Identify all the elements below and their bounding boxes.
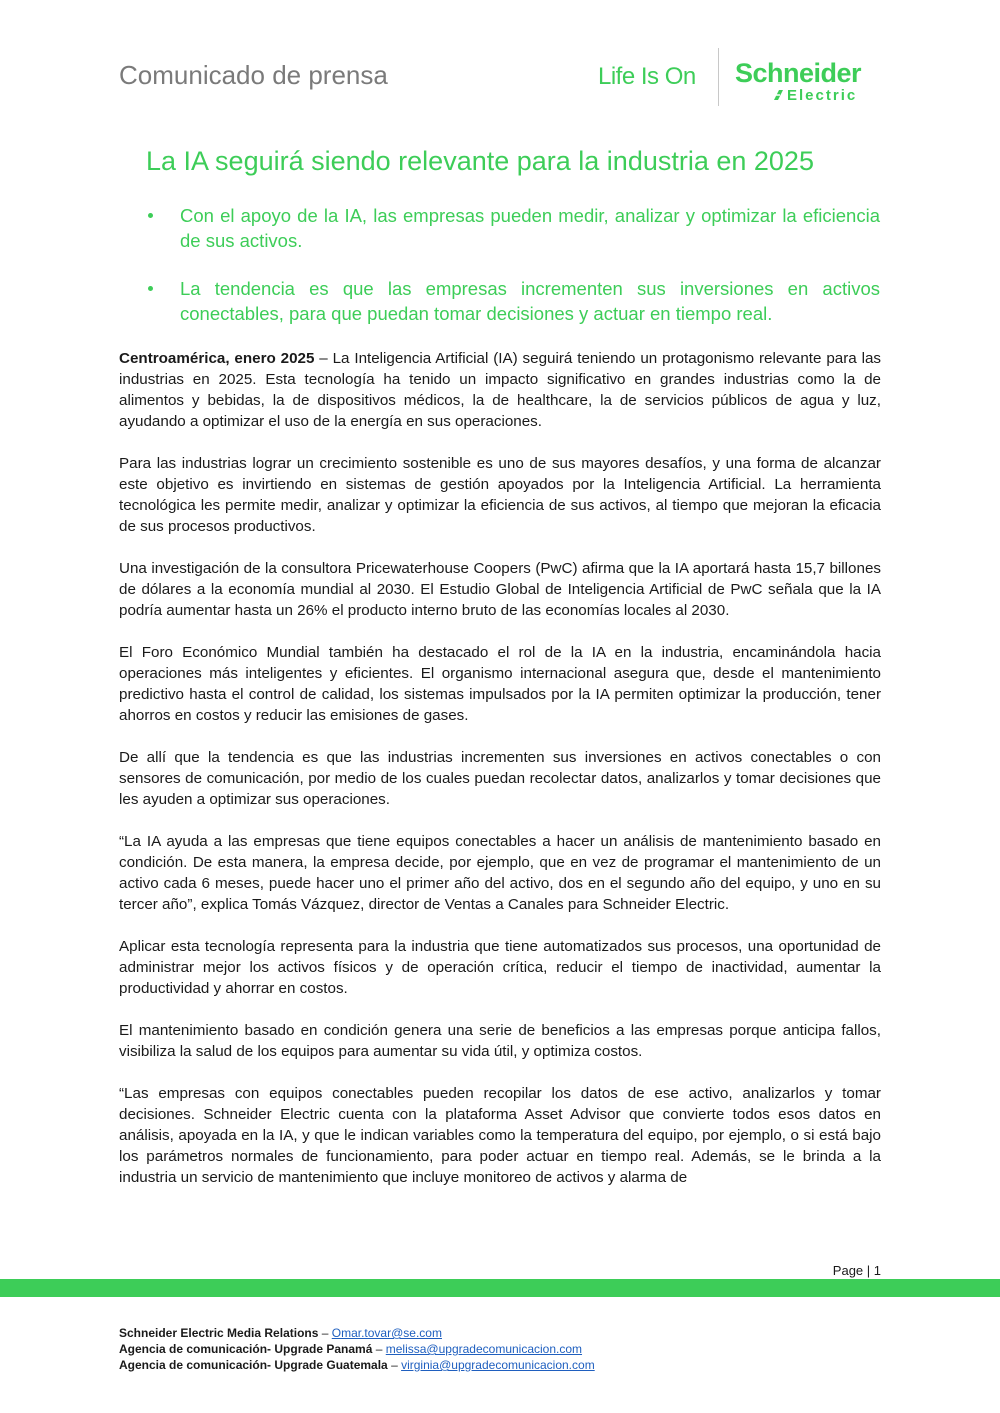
bullet-dot-icon (148, 213, 153, 218)
bullet-text: Con el apoyo de la IA, las empresas pueden medir, analizar y optimizar la eficiencia de sus activos. (180, 205, 880, 251)
bullet-dot-icon (148, 286, 153, 291)
contact-separator: – (318, 1326, 332, 1340)
contact-email-link[interactable]: Omar.tovar@se.com (331, 1326, 442, 1340)
page-number: Page | 1 (832, 1263, 881, 1278)
document-title: La IA seguirá siendo relevante para la industria en 2025 (146, 146, 814, 176)
contact-separator: – (387, 1358, 402, 1372)
logo-brand-name: Schneider (735, 58, 862, 88)
logo-divider (718, 48, 719, 106)
article-body (119, 348, 881, 1209)
schneider-electric-logo (735, 60, 885, 108)
logo-brand-sub (771, 87, 857, 104)
life-is-on-tagline (598, 63, 696, 91)
tagline-text: Life Is On (598, 63, 696, 90)
press-release-label: Comunicado de prensa (119, 60, 388, 90)
contact-label: Agencia de comunicación- Upgrade Guatemala (119, 1358, 388, 1372)
paragraph: De allí que la tendencia es que las industrias incrementen sus inversiones en activos conectables o con sensores de comunicación, por medio de los cuales puedan recolectar datos, analizarlos y tomar decisiones que les ayuden a optimizar sus operaciones. (119, 749, 881, 808)
schneider-mark-icon (771, 88, 785, 102)
paragraph-text: – La Inteligencia Artificial (IA) seguirá teniendo un protagonismo relevante para las industrias en 2025. Esta tecnología ha tenido un impacto significativo en grandes industrias como la de alimentos y bebidas, la de dispositivos médicos, la de healthcare, la de servicios públicos de agua y luz, ayudando a optimizar el uso de la energía en sus operaciones. (119, 350, 881, 430)
contact-line (119, 1341, 595, 1357)
bullet-text: La tendencia es que las empresas incrementen sus inversiones en activos conectables, para que puedan tomar decisiones y actuar en tiempo real. (180, 278, 880, 324)
contact-separator: – (372, 1342, 386, 1356)
dateline: Centroamérica, enero 2025 (119, 350, 315, 367)
paragraph: Aplicar esta tecnología representa para la industria que tiene automatizados sus procesos, una oportunidad de administrar mejor los activos físicos y de operación crítica, reducir el tiempo de inactividad, aumentar la productividad y ahorrar en costos. (119, 938, 881, 997)
contact-label: Agencia de comunicación- Upgrade Panamá (119, 1342, 373, 1356)
summary-bullets (140, 203, 880, 349)
paragraph (119, 348, 881, 432)
logo-brand-sub-text: Electric (787, 87, 858, 104)
contact-label: Schneider Electric Media Relations (119, 1326, 319, 1340)
paragraph: Una investigación de la consultora Pricewaterhouse Coopers (PwC) afirma que la IA aportará hasta 15,7 billones de dólares a la economía mundial al 2030. El Estudio Global de Inteligencia Artificial de PwC señala que la IA podría aumentar hasta un 26% el producto interno bruto de las economías locales al 2030. (119, 560, 881, 619)
contact-email-link[interactable]: melissa@upgradecomunicacion.com (385, 1342, 583, 1356)
quote-paragraph: “Las empresas con equipos conectables pueden recopilar los datos de ese activo, analizarlos y tomar decisiones. Schneider Electric cuenta con la plataforma Asset Advisor que convierte todos esos datos en análisis, apoyada en la IA, y que le indican variables como la temperatura del equipo, por ejemplo, o si está bajo los parámetros normales de funcionamiento, para poder actuar en tiempo real. Además, se le brinda a la industria un servicio de mantenimiento que incluye monitoreo de activos y alarma de (119, 1085, 881, 1186)
summary-bullet (140, 203, 880, 253)
quote-paragraph: “La IA ayuda a las empresas que tiene equipos conectables a hacer un análisis de mantenimiento basado en condición. De esta manera, la empresa decide, por ejemplo, que en vez de programar el mantenimiento de un activo cada 6 meses, puede hacer uno el primer año del activo, dos en el segundo año del equipo, y uno en su tercer año”, explica Tomás Vázquez, director de Ventas a Canales para Schneider Electric. (119, 833, 881, 913)
paragraph: El Foro Económico Mundial también ha destacado el rol de la IA en la industria, encaminándola hacia operaciones más inteligentes y eficientes. El organismo internacional asegura que, desde el mantenimiento predictivo hasta el control de calidad, los sistemas impulsados por la IA permiten optimizar la producción, tener ahorros en costos y reducir las emisiones de gases. (119, 644, 881, 724)
paragraph: Para las industrias lograr un crecimiento sostenible es uno de sus mayores desafíos, y una forma de alcanzar este objetivo es invirtiendo en sistemas de gestión apoyados por la Inteligencia Artificial. La herramienta tecnológica les permite medir, analizar y optimizar la eficiencia de sus activos, al tiempo que mejoran la eficacia de sus procesos productivos. (119, 455, 881, 535)
summary-bullet (140, 276, 880, 326)
contact-line (119, 1325, 595, 1341)
footer-green-band (0, 1279, 1000, 1297)
paragraph: El mantenimiento basado en condición genera una serie de beneficios a las empresas porque anticipa fallos, visibiliza la salud de los equipos para aumentar su vida útil, y optimiza costos. (119, 1022, 881, 1060)
contact-line (119, 1357, 595, 1373)
media-contacts (119, 1325, 595, 1373)
contact-email-link[interactable]: virginia@upgradecomunicacion.com (401, 1358, 595, 1372)
